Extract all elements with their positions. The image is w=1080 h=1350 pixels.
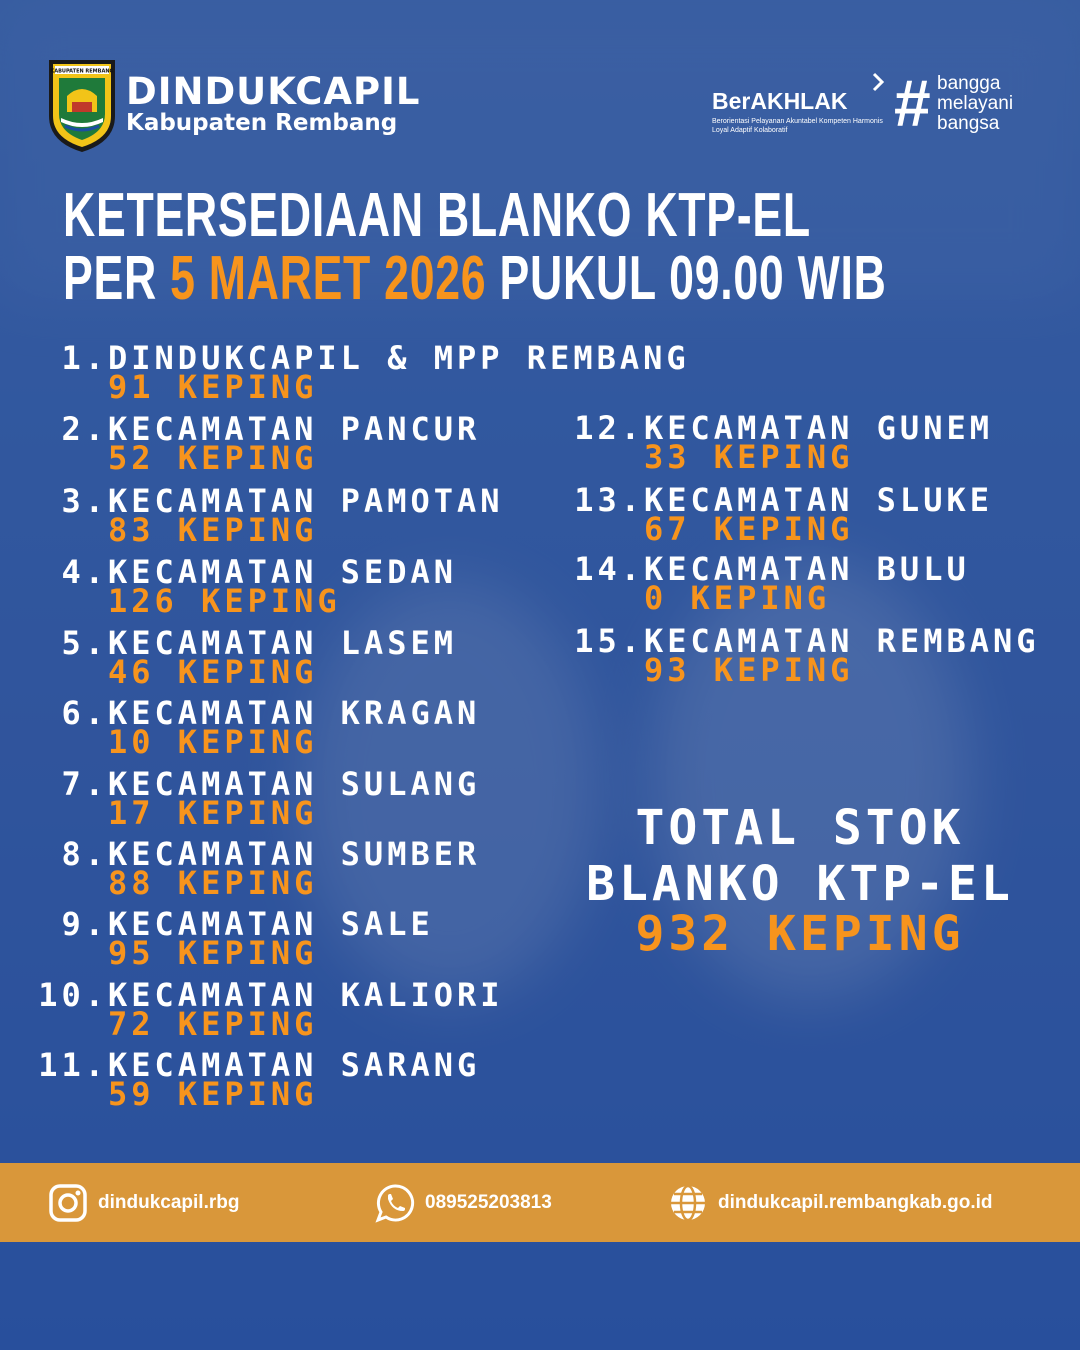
chevron-right-icon: [870, 72, 888, 94]
total-label-2: BLANKO KTP-EL: [586, 856, 1014, 912]
stock-item-number: 12.: [574, 409, 644, 447]
website-url: dindukcapil.rembangkab.go.id: [718, 1192, 993, 1213]
stock-item-name: KECAMATAN KALIORI: [108, 976, 504, 1014]
total-label-1: TOTAL STOK: [635, 800, 965, 856]
stock-item-count: 72 KEPING: [108, 1005, 318, 1043]
stock-item-number: 15.: [574, 622, 644, 660]
stock-item-number: 4.: [61, 553, 108, 591]
whatsapp-icon: [375, 1183, 415, 1223]
stock-item-count: 91 KEPING: [108, 368, 318, 406]
footer-website[interactable]: [668, 1183, 992, 1223]
stock-item-count: 0 KEPING: [644, 579, 831, 617]
stock-item-count: 33 KEPING: [644, 438, 854, 476]
headline-date: 5 MARET 2026: [170, 244, 487, 313]
stock-item-count: 52 KEPING: [108, 439, 318, 477]
stock-item-count: 10 KEPING: [108, 723, 318, 761]
stock-item-number: 8.: [61, 835, 108, 873]
stock-item-name: KECAMATAN KRAGAN: [108, 694, 481, 732]
headline-suffix: PUKUL 09.00 WIB: [499, 244, 887, 313]
globe-icon: [668, 1183, 708, 1223]
stock-item-name: KECAMATAN SEDAN: [108, 553, 457, 591]
headline-prefix: PER: [63, 244, 157, 313]
stock-item-count: 126 KEPING: [108, 582, 341, 620]
instagram-icon: [48, 1183, 88, 1223]
headline-line-2: [63, 243, 887, 314]
brand-subtitle: Kabupaten Rembang: [126, 110, 398, 136]
hash-words: [937, 74, 1013, 134]
headline-line-1: KETERSEDIAAN BLANKO KTP-EL: [63, 181, 811, 250]
stock-item-number: 9.: [61, 905, 108, 943]
stock-item-count: 59 KEPING: [108, 1075, 318, 1113]
stock-item-name: KECAMATAN BULU: [644, 550, 970, 588]
kabupaten-rembang-logo: [45, 56, 119, 154]
stock-item-count: 83 KEPING: [108, 511, 318, 549]
footer-whatsapp[interactable]: [375, 1183, 552, 1223]
stock-item-name: DINDUKCAPIL & MPP REMBANG: [108, 339, 690, 377]
stock-item-name: KECAMATAN SARANG: [108, 1046, 481, 1084]
stock-item-count: 88 KEPING: [108, 864, 318, 902]
stock-item-name: KECAMATAN REMBANG: [644, 622, 1040, 660]
stock-item-count: 95 KEPING: [108, 934, 318, 972]
hash-icon: #: [893, 66, 930, 140]
stock-item-number: 6.: [61, 694, 108, 732]
hash-word-1: bangga: [937, 73, 1001, 94]
stock-item-number: 3.: [61, 482, 108, 520]
instagram-handle: dindukcapil.rbg: [98, 1192, 240, 1213]
berakhlak-logo: BerAKHLAK: [712, 88, 848, 114]
stock-item-name: KECAMATAN SLUKE: [644, 481, 993, 519]
stock-item-count: 93 KEPING: [644, 651, 854, 689]
stock-item-count: 67 KEPING: [644, 510, 854, 548]
stock-item-name: KECAMATAN GUNEM: [644, 409, 993, 447]
total-value: 932 KEPING: [635, 906, 965, 962]
stock-item-name: KECAMATAN PAMOTAN: [108, 482, 504, 520]
stock-item-name: KECAMATAN SULANG: [108, 765, 481, 803]
footer-instagram[interactable]: [48, 1183, 239, 1223]
stock-item-name: KECAMATAN PANCUR: [108, 410, 481, 448]
stock-item-number: 10.: [38, 976, 108, 1014]
stock-item-count: 17 KEPING: [108, 794, 318, 832]
berakhlak-tagline: Berorientasi Pelayanan Akuntabel Kompeten Harmonis Loyal Adaptif Kolaboratif: [712, 118, 883, 134]
stock-item-number: 1.: [61, 339, 108, 377]
stock-item-number: 7.: [61, 765, 108, 803]
stock-item-count: 46 KEPING: [108, 653, 318, 691]
stock-item-name: KECAMATAN SUMBER: [108, 835, 481, 873]
stock-item-name: KECAMATAN SALE: [108, 905, 434, 943]
brand-title: DINDUKCAPIL: [126, 70, 421, 113]
stock-item-number: 2.: [61, 410, 108, 448]
stock-item-number: 14.: [574, 550, 644, 588]
logo-banner-text: KABUPATEN REMBANG: [50, 68, 114, 75]
whatsapp-number: 089525203813: [425, 1192, 552, 1213]
stock-item-name: KECAMATAN LASEM: [108, 624, 457, 662]
hash-word-3: bangsa: [937, 113, 1000, 134]
stock-item-number: 11.: [38, 1046, 108, 1084]
stock-item-number: 5.: [61, 624, 108, 662]
stock-item-number: 13.: [574, 481, 644, 519]
hash-word-2: melayani: [937, 93, 1014, 114]
